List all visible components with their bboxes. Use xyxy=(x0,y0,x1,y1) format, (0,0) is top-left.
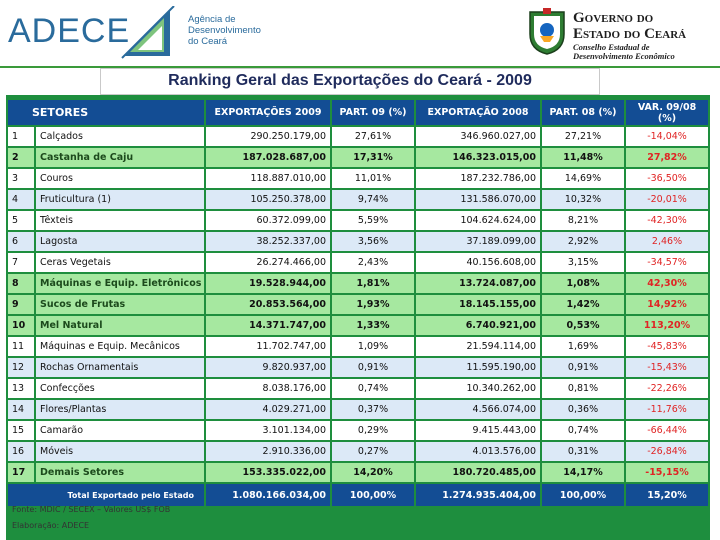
export-2008: 6.740.921,00 xyxy=(416,316,540,335)
share-2008: 1,42% xyxy=(542,295,624,314)
export-2009: 8.038.176,00 xyxy=(206,379,330,398)
table-row xyxy=(8,379,708,398)
total-var: 15,20% xyxy=(626,484,708,506)
credit-note: Elaboração: ADECE xyxy=(12,521,90,530)
export-2008: 40.156.608,00 xyxy=(416,253,540,272)
export-2009: 11.702.747,00 xyxy=(206,337,330,356)
share-2009: 3,56% xyxy=(332,232,414,251)
export-2009: 187.028.687,00 xyxy=(206,148,330,167)
export-2008: 21.594.114,00 xyxy=(416,337,540,356)
variation: 14,92% xyxy=(626,295,708,314)
export-2009: 290.250.179,00 xyxy=(206,127,330,146)
row-number: 3 xyxy=(8,169,34,188)
agency-name: Agência de Desenvolvimento do Ceará xyxy=(188,14,261,47)
row-number: 1 xyxy=(8,127,34,146)
share-2009: 11,01% xyxy=(332,169,414,188)
sector-name: Demais Setores xyxy=(36,463,204,482)
total-part09: 100,00% xyxy=(332,484,414,506)
table-row xyxy=(8,169,708,188)
row-number: 2 xyxy=(8,148,34,167)
sector-name: Fruticultura (1) xyxy=(36,190,204,209)
source-note: Fonte: MDIC / SECEX – Valores US$ FOB xyxy=(12,505,171,514)
share-2009: 1,81% xyxy=(332,274,414,293)
sector-name: Camarão xyxy=(36,421,204,440)
export-2008: 180.720.485,00 xyxy=(416,463,540,482)
export-2008: 4.566.074,00 xyxy=(416,400,540,419)
sector-name: Ceras Vegetais xyxy=(36,253,204,272)
table-header-row xyxy=(8,100,708,125)
export-2008: 10.340.262,00 xyxy=(416,379,540,398)
share-2008: 10,32% xyxy=(542,190,624,209)
table-row xyxy=(8,316,708,335)
column-header-exp2008: EXPORTAÇÃO 2008 xyxy=(416,100,540,125)
sector-name: Lagosta xyxy=(36,232,204,251)
sector-name: Calçados xyxy=(36,127,204,146)
table-row xyxy=(8,337,708,356)
export-2009: 60.372.099,00 xyxy=(206,211,330,230)
share-2009: 0,27% xyxy=(332,442,414,461)
row-number: 16 xyxy=(8,442,34,461)
state-crest-icon xyxy=(526,6,568,56)
table-row xyxy=(8,274,708,293)
share-2009: 14,20% xyxy=(332,463,414,482)
sector-name: Sucos de Frutas xyxy=(36,295,204,314)
share-2008: 0,91% xyxy=(542,358,624,377)
column-header-var: VAR. 09/08 (%) xyxy=(626,100,708,125)
row-number: 14 xyxy=(8,400,34,419)
export-2008: 11.595.190,00 xyxy=(416,358,540,377)
sector-name: Couros xyxy=(36,169,204,188)
export-ranking-table xyxy=(6,98,710,508)
share-2008: 14,17% xyxy=(542,463,624,482)
share-2008: 11,48% xyxy=(542,148,624,167)
row-number: 11 xyxy=(8,337,34,356)
variation: -42,30% xyxy=(626,211,708,230)
total-part08: 100,00% xyxy=(542,484,624,506)
export-2009: 4.029.271,00 xyxy=(206,400,330,419)
variation: -22,26% xyxy=(626,379,708,398)
table-row xyxy=(8,253,708,272)
table-row xyxy=(8,358,708,377)
share-2009: 2,43% xyxy=(332,253,414,272)
share-2009: 9,74% xyxy=(332,190,414,209)
export-2009: 26.274.466,00 xyxy=(206,253,330,272)
export-2008: 346.960.027,00 xyxy=(416,127,540,146)
column-header-exp2009: EXPORTAÇÕES 2009 xyxy=(206,100,330,125)
share-2008: 27,21% xyxy=(542,127,624,146)
row-number: 7 xyxy=(8,253,34,272)
sector-name: Confecções xyxy=(36,379,204,398)
sector-name: Mel Natural xyxy=(36,316,204,335)
total-label: Total Exportado pelo Estado xyxy=(8,484,204,506)
share-2008: 14,69% xyxy=(542,169,624,188)
row-number: 8 xyxy=(8,274,34,293)
share-2009: 0,29% xyxy=(332,421,414,440)
row-number: 4 xyxy=(8,190,34,209)
variation: -20,01% xyxy=(626,190,708,209)
row-number: 13 xyxy=(8,379,34,398)
footer-notes xyxy=(12,502,170,534)
column-header-part08: PART. 08 (%) xyxy=(542,100,624,125)
variation: 113,20% xyxy=(626,316,708,335)
row-number: 15 xyxy=(8,421,34,440)
table-row xyxy=(8,421,708,440)
page-title: Ranking Geral das Exportações do Ceará - 2009 xyxy=(100,68,600,95)
content-panel xyxy=(6,95,710,540)
table-row xyxy=(8,442,708,461)
sector-name: Têxteis xyxy=(36,211,204,230)
variation: -66,44% xyxy=(626,421,708,440)
export-2009: 118.887.010,00 xyxy=(206,169,330,188)
export-2009: 14.371.747,00 xyxy=(206,316,330,335)
row-number: 5 xyxy=(8,211,34,230)
variation: 42,30% xyxy=(626,274,708,293)
export-2008: 104.624.624,00 xyxy=(416,211,540,230)
share-2009: 17,31% xyxy=(332,148,414,167)
row-number: 9 xyxy=(8,295,34,314)
export-2008: 4.013.576,00 xyxy=(416,442,540,461)
sector-name: Flores/Plantas xyxy=(36,400,204,419)
share-2008: 0,36% xyxy=(542,400,624,419)
share-2008: 0,81% xyxy=(542,379,624,398)
export-2009: 153.335.022,00 xyxy=(206,463,330,482)
variation: -15,15% xyxy=(626,463,708,482)
total-exp2009: 1.080.166.034,00 xyxy=(206,484,330,506)
share-2009: 1,09% xyxy=(332,337,414,356)
share-2009: 1,33% xyxy=(332,316,414,335)
export-2009: 20.853.564,00 xyxy=(206,295,330,314)
adece-logo-icon xyxy=(118,6,176,60)
sector-name: Rochas Ornamentais xyxy=(36,358,204,377)
export-2009: 2.910.336,00 xyxy=(206,442,330,461)
share-2008: 3,15% xyxy=(542,253,624,272)
variation: -14,04% xyxy=(626,127,708,146)
share-2009: 0,74% xyxy=(332,379,414,398)
export-2009: 3.101.134,00 xyxy=(206,421,330,440)
share-2009: 1,93% xyxy=(332,295,414,314)
table-row xyxy=(8,463,708,482)
share-2008: 1,08% xyxy=(542,274,624,293)
row-number: 10 xyxy=(8,316,34,335)
share-2008: 0,74% xyxy=(542,421,624,440)
variation: -15,43% xyxy=(626,358,708,377)
share-2008: 0,31% xyxy=(542,442,624,461)
sector-name: Máquinas e Equip. Eletrônicos xyxy=(36,274,204,293)
export-2008: 18.145.155,00 xyxy=(416,295,540,314)
page-header xyxy=(0,0,720,66)
table-row xyxy=(8,211,708,230)
table-row xyxy=(8,190,708,209)
variation: 2,46% xyxy=(626,232,708,251)
export-2009: 19.528.944,00 xyxy=(206,274,330,293)
table-row xyxy=(8,148,708,167)
variation: -26,84% xyxy=(626,442,708,461)
share-2008: 0,53% xyxy=(542,316,624,335)
variation: -34,57% xyxy=(626,253,708,272)
export-2008: 9.415.443,00 xyxy=(416,421,540,440)
share-2008: 2,92% xyxy=(542,232,624,251)
adece-logo-text: ADECE xyxy=(8,12,131,50)
sector-name: Móveis xyxy=(36,442,204,461)
export-2008: 146.323.015,00 xyxy=(416,148,540,167)
export-2009: 38.252.337,00 xyxy=(206,232,330,251)
total-exp2008: 1.274.935.404,00 xyxy=(416,484,540,506)
variation: -36,50% xyxy=(626,169,708,188)
export-2008: 37.189.099,00 xyxy=(416,232,540,251)
government-label: Governo do Estado do Ceará Conselho Estadual de Desenvolvimento Econômico xyxy=(573,10,687,61)
share-2009: 5,59% xyxy=(332,211,414,230)
table-row xyxy=(8,400,708,419)
export-2008: 131.586.070,00 xyxy=(416,190,540,209)
row-number: 17 xyxy=(8,463,34,482)
table-row xyxy=(8,295,708,314)
column-header-setores: SETORES xyxy=(8,100,204,125)
variation: -11,76% xyxy=(626,400,708,419)
sector-name: Máquinas e Equip. Mecânicos xyxy=(36,337,204,356)
export-2009: 9.820.937,00 xyxy=(206,358,330,377)
row-number: 6 xyxy=(8,232,34,251)
share-2009: 0,91% xyxy=(332,358,414,377)
export-2008: 187.232.786,00 xyxy=(416,169,540,188)
share-2008: 1,69% xyxy=(542,337,624,356)
table-row xyxy=(8,232,708,251)
variation: -45,83% xyxy=(626,337,708,356)
sector-name: Castanha de Caju xyxy=(36,148,204,167)
export-2008: 13.724.087,00 xyxy=(416,274,540,293)
column-header-part09: PART. 09 (%) xyxy=(332,100,414,125)
share-2008: 8,21% xyxy=(542,211,624,230)
share-2009: 27,61% xyxy=(332,127,414,146)
export-2009: 105.250.378,00 xyxy=(206,190,330,209)
table-row xyxy=(8,127,708,146)
share-2009: 0,37% xyxy=(332,400,414,419)
row-number: 12 xyxy=(8,358,34,377)
variation: 27,82% xyxy=(626,148,708,167)
